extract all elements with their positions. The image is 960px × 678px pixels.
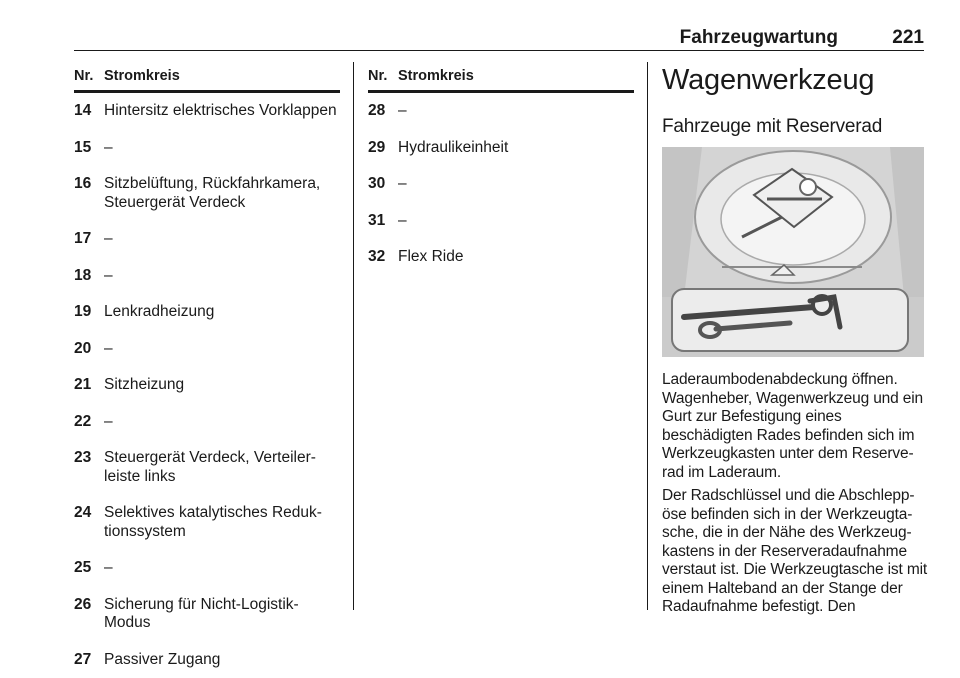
table-row — [368, 203, 634, 240]
trunk-tools-illustration — [662, 147, 924, 357]
circuit-name: – — [104, 559, 340, 578]
fuse-number: 18 — [74, 267, 104, 286]
column-divider — [647, 62, 648, 610]
circuit-name: Flex Ride — [398, 248, 634, 267]
table-row — [74, 331, 340, 368]
table-row — [368, 166, 634, 203]
circuit-name: – — [104, 267, 340, 286]
circuit-name: Steuergerät Verdeck, Verteiler-leiste links — [104, 449, 340, 486]
col-header-circuit: Stromkreis — [104, 62, 180, 90]
paragraph: Der Radschlüssel und die Abschlepp-öse befinden sich in der Werkzeugta-sche, die in der Nähe des Werkzeug-kastens in der Reserveradaufnahme verstaut ist. Die Werkzeugtasche ist mit einem Halteband an der Stange der Radaufnahme befestigt. Den — [662, 487, 928, 617]
circuit-name: – — [104, 230, 340, 249]
table-row — [74, 166, 340, 221]
fuse-number: 31 — [368, 212, 398, 231]
circuit-name: – — [104, 413, 340, 432]
fuse-number: 23 — [74, 449, 104, 486]
table-row — [74, 294, 340, 331]
table-row — [74, 495, 340, 550]
table-row — [368, 130, 634, 167]
circuit-name: Hydraulikeinheit — [398, 139, 634, 158]
fuse-number: 22 — [74, 413, 104, 432]
header-section-title: Fahrzeugwartung — [680, 27, 838, 49]
fuse-number: 25 — [74, 559, 104, 578]
circuit-name: Sitzheizung — [104, 376, 340, 395]
table-row — [368, 93, 634, 130]
fuse-table-2 — [368, 62, 634, 276]
fuse-number: 20 — [74, 340, 104, 359]
circuit-name: – — [104, 340, 340, 359]
table-row — [74, 550, 340, 587]
table-row — [74, 587, 340, 642]
table-row — [74, 367, 340, 404]
fuse-number: 19 — [74, 303, 104, 322]
table-row — [74, 404, 340, 441]
table-row — [74, 258, 340, 295]
table-header — [74, 62, 340, 93]
circuit-name: Sicherung für Nicht-Logistik-Modus — [104, 596, 340, 633]
fuse-number: 17 — [74, 230, 104, 249]
fuse-number: 28 — [368, 102, 398, 121]
col-header-nr: Nr. — [74, 62, 104, 90]
section-subtitle: Fahrzeuge mit Reserverad — [662, 116, 928, 138]
fuse-number: 32 — [368, 248, 398, 267]
table-row — [74, 642, 340, 678]
circuit-name: – — [398, 102, 634, 121]
page-number: 221 — [892, 27, 924, 49]
fuse-number: 15 — [74, 139, 104, 158]
table-row — [74, 130, 340, 167]
table-row — [74, 93, 340, 130]
fuse-number: 24 — [74, 504, 104, 541]
tools-section — [662, 62, 928, 617]
fuse-number: 14 — [74, 102, 104, 121]
circuit-name: – — [398, 212, 634, 231]
table-row — [74, 221, 340, 258]
fuse-table-1 — [74, 62, 340, 678]
fuse-number: 16 — [74, 175, 104, 212]
fuse-number: 21 — [74, 376, 104, 395]
fuse-number: 29 — [368, 139, 398, 158]
page-header — [74, 0, 924, 51]
table-row — [74, 440, 340, 495]
circuit-name: – — [398, 175, 634, 194]
circuit-name: Lenkradheizung — [104, 303, 340, 322]
column-divider — [353, 62, 354, 610]
col-header-nr: Nr. — [368, 62, 398, 90]
fuse-number: 26 — [74, 596, 104, 633]
fuse-number: 27 — [74, 651, 104, 670]
section-title: Wagenwerkzeug — [662, 62, 928, 98]
circuit-name: – — [104, 139, 340, 158]
circuit-name: Hintersitz elektrisches Vorklappen — [104, 102, 340, 121]
circuit-name: Selektives katalytisches Reduk-tionssystem — [104, 504, 340, 541]
circuit-name: Sitzbelüftung, Rückfahrkamera, Steuergerät Verdeck — [104, 175, 340, 212]
paragraph: Laderaumbodenabdeckung öffnen. Wagenheber, Wagenwerkzeug und ein Gurt zur Befestigung eines beschädigten Rades befinden sich im Werkzeugkasten unter dem Reserve-rad im Laderaum. — [662, 371, 928, 482]
fuse-number: 30 — [368, 175, 398, 194]
col-header-circuit: Stromkreis — [398, 62, 474, 90]
circuit-name: Passiver Zugang — [104, 651, 340, 670]
table-header — [368, 62, 634, 93]
table-row — [368, 239, 634, 276]
